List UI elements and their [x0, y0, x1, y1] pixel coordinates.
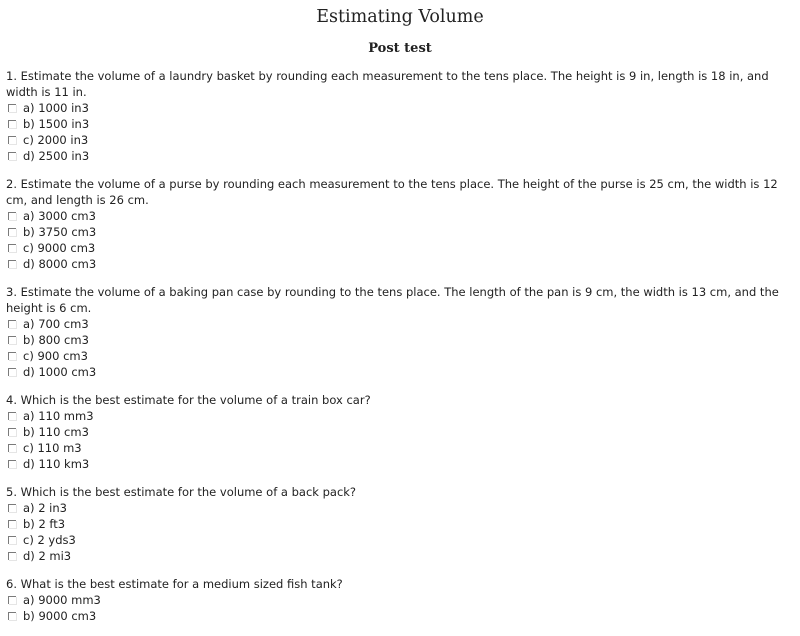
- choice-label: a) 110 mm3: [23, 409, 94, 423]
- choice-label: b) 3750 cm3: [23, 225, 97, 239]
- choice-label: b) 9000 cm3: [23, 609, 97, 623]
- choice-label: d) 110 km3: [23, 457, 90, 471]
- choice-4b[interactable]: [6, 424, 794, 440]
- choice-1d[interactable]: [6, 148, 794, 164]
- choice-2a[interactable]: [6, 208, 794, 224]
- radio-button-icon[interactable]: [8, 244, 17, 253]
- question-4: [6, 392, 794, 472]
- choice-1c[interactable]: [6, 132, 794, 148]
- choice-label: d) 2 mi3: [23, 549, 72, 563]
- radio-button-icon[interactable]: [8, 428, 17, 437]
- choice-label: a) 2 in3: [23, 501, 67, 515]
- radio-button-icon[interactable]: [8, 228, 17, 237]
- choice-3d[interactable]: [6, 364, 794, 380]
- question-text: 4. Which is the best estimate for the volume of a train box car?: [6, 393, 371, 407]
- choice-label: b) 800 cm3: [23, 333, 89, 347]
- radio-button-icon[interactable]: [8, 212, 17, 221]
- choice-label: c) 2 yds3: [23, 533, 76, 547]
- choice-2c[interactable]: [6, 240, 794, 256]
- radio-button-icon[interactable]: [8, 444, 17, 453]
- choice-label: c) 2000 in3: [23, 133, 89, 147]
- question-text: 5. Which is the best estimate for the volume of a back pack?: [6, 485, 357, 499]
- page-subtitle: Post test: [368, 41, 432, 56]
- choice-6b[interactable]: [6, 608, 794, 624]
- choice-1b[interactable]: [6, 116, 794, 132]
- choice-4d[interactable]: [6, 456, 794, 472]
- radio-button-icon[interactable]: [8, 596, 17, 605]
- question-1: [6, 68, 794, 164]
- question-list: [6, 68, 794, 636]
- choice-label: d) 1000 cm3: [23, 365, 97, 379]
- radio-button-icon[interactable]: [8, 504, 17, 513]
- question-text: 1. Estimate the volume of a laundry basket by rounding each measurement to the tens place. The height is 9 in, length is 18 in, and width is 11 in.: [6, 69, 769, 99]
- choice-label: a) 3000 cm3: [23, 209, 96, 223]
- radio-button-icon[interactable]: [8, 552, 17, 561]
- question-text: 6. What is the best estimate for a medium sized fish tank?: [6, 577, 343, 591]
- radio-button-icon[interactable]: [8, 152, 17, 161]
- choice-2d[interactable]: [6, 256, 794, 272]
- question-6: [6, 576, 794, 624]
- radio-button-icon[interactable]: [8, 460, 17, 469]
- choice-5a[interactable]: [6, 500, 794, 516]
- choice-label: b) 110 cm3: [23, 425, 89, 439]
- choice-label: b) 2 ft3: [23, 517, 66, 531]
- question-text: 2. Estimate the volume of a purse by rounding each measurement to the tens place. The height of the purse is 25 cm, the width is 12 cm, and length is 26 cm.: [6, 177, 778, 207]
- choice-label: a) 1000 in3: [23, 101, 89, 115]
- radio-button-icon[interactable]: [8, 352, 17, 361]
- choice-4a[interactable]: [6, 408, 794, 424]
- choice-5d[interactable]: [6, 548, 794, 564]
- radio-button-icon[interactable]: [8, 520, 17, 529]
- radio-button-icon[interactable]: [8, 612, 17, 621]
- radio-button-icon[interactable]: [8, 120, 17, 129]
- choice-label: a) 9000 mm3: [23, 593, 101, 607]
- radio-button-icon[interactable]: [8, 536, 17, 545]
- choice-label: d) 2500 in3: [23, 149, 90, 163]
- choice-label: d) 8000 cm3: [23, 257, 97, 271]
- choice-1a[interactable]: [6, 100, 794, 116]
- choice-3c[interactable]: [6, 348, 794, 364]
- radio-button-icon[interactable]: [8, 104, 17, 113]
- choice-6a[interactable]: [6, 592, 794, 608]
- choice-3a[interactable]: [6, 316, 794, 332]
- radio-button-icon[interactable]: [8, 320, 17, 329]
- choice-5c[interactable]: [6, 532, 794, 548]
- page-title: Estimating Volume: [316, 7, 484, 27]
- choice-label: c) 9000 cm3: [23, 241, 96, 255]
- choice-label: c) 110 m3: [23, 441, 82, 455]
- choice-label: c) 900 cm3: [23, 349, 88, 363]
- question-3: [6, 284, 794, 380]
- choice-5b[interactable]: [6, 516, 794, 532]
- choice-label: a) 700 cm3: [23, 317, 89, 331]
- question-5: [6, 484, 794, 564]
- choice-3b[interactable]: [6, 332, 794, 348]
- radio-button-icon[interactable]: [8, 336, 17, 345]
- radio-button-icon[interactable]: [8, 412, 17, 421]
- choice-2b[interactable]: [6, 224, 794, 240]
- radio-button-icon[interactable]: [8, 368, 17, 377]
- question-2: [6, 176, 794, 272]
- radio-button-icon[interactable]: [8, 260, 17, 269]
- question-text: 3. Estimate the volume of a baking pan case by rounding to the tens place. The length of the pan is 9 cm, the width is 13 cm, and the height is 6 cm.: [6, 285, 779, 315]
- radio-button-icon[interactable]: [8, 136, 17, 145]
- choice-label: b) 1500 in3: [23, 117, 90, 131]
- choice-4c[interactable]: [6, 440, 794, 456]
